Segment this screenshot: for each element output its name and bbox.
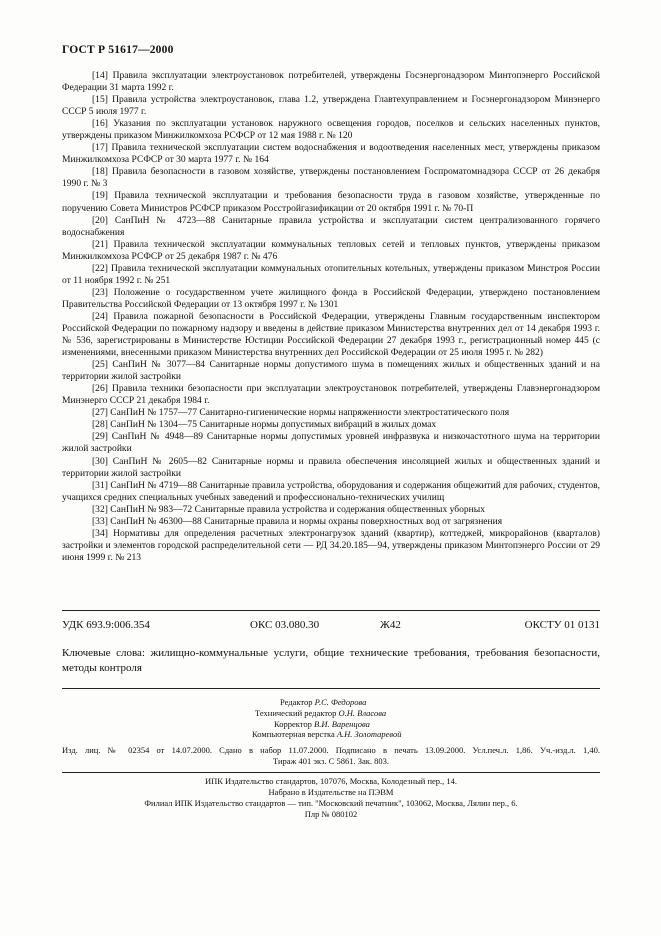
credit-layout [62,729,600,740]
imprint-line: Изд. лиц. № 02354 от 14.07.2000. Сдано в набор 11.07.2000. Подписано в печать 13.09.2000. Усл.печ.л. 1,86. Уч.-изд.л. 1,40. [62,745,600,755]
reference-item: [25] СанПиН № 3077—84 Санитарные нормы допустимого шума в помещениях жилых и общественных зданий и на территории жилой застройки [62,359,600,383]
credit-name: А.Н. Золотаревой [336,729,402,740]
credit-role: Технический редактор [255,707,337,718]
reference-item: [21] Правила технической эксплуатации коммунальных тепловых сетей и тепловых пунктов, утверждены приказом Минжилкомхоза РСФСР от 25 декабря 1987 г. № 476 [62,238,600,262]
reference-item: [14] Правила эксплуатации электроустановок потребителей, утверждены Госэнергонадзором Минтопэнерго Российской Федерации 31 марта 1992 г. [62,70,600,94]
classification-codes [62,619,600,635]
print-imprint [62,745,600,767]
udk-code: УДК 693.9:006.354 [62,619,150,631]
imprint-line: Тираж 401 экз. С 5861. Зак. 803. [272,755,390,766]
reference-item: [16] Указания по эксплуатации установок наружного освещения городов, поселков и сельских населенных пунктов, утверждены приказом Минжилкомхоза РСФСР от 12 мая 1988 г. № 120 [62,118,600,142]
credit-role: Компьютерная верстка [252,729,335,740]
reference-item: [15] Правила устройства электроустановок, глава 1.2, утверждена Главтехуправлением и Госэнергонадзором Минэнерго СССР 5 июля 1977 г. [62,94,600,118]
reference-item: [23] Положение о государственном учете жилищного фонда в Российской Федерации, утверждено постановлением Правительства Российской Федерации от 13 октября 1997 г. № 1301 [62,286,600,310]
keywords [62,646,600,676]
reference-item: [27] СанПиН № 1757—77 Санитарно-гигиенические нормы напряженности электростатического поля [92,407,510,419]
reference-item: [26] Правила техники безопасности при эксплуатации электроустановок потребителей, утверждены Главэнергонадзором Минэнерго СССР 21 декабря 1984 г. [62,383,600,407]
publisher-line: Плр № 080102 [304,809,358,819]
reference-item: [28] СанПиН № 1304—75 Санитарные нормы допустимых вибраций в жилых домах [92,419,437,431]
page-header-standard-number: ГОСТ Р 51617—2000 [62,44,174,56]
reference-item: [30] СанПиН № 2605—82 Санитарные нормы и правила обеспечения инсоляцией жилых и общественных зданий и территории жилой застройки [62,455,600,479]
publisher-line: Филиал ИПК Издательство стандартов — тип. "Московский печатник", 103062, Москва, Лялин пер., 6. [144,798,518,808]
divider-line [62,772,600,773]
credit-role: Корректор [274,718,312,729]
reference-item: [19] Правила технической эксплуатации и требования безопасности труда в газовом хозяйстве, утвержденные по поручению Совета Министров РСФСР приказом Росстройгазификации от 20 октября 1991 г. № 70-П [62,190,600,214]
reference-item: [31] СанПиН № 4719—88 Санитарные правила устройства, оборудования и содержания общежитий для рабочих, студентов, учащихся средних специальных учебных заведений и профессионально-технических училищ [62,479,600,503]
divider-line [62,688,600,689]
oks-code: ОКС 03.080.30 [250,619,320,631]
credit-proofreader [62,719,600,730]
reference-item: [32] СанПиН № 983—72 Санитарные правила устройства и содержания общественных уборных [92,503,485,515]
reference-item: [20] СанПиН № 4723—88 Санитарные правила устройства и эксплуатации систем централизованного горячего водоснабжения [62,214,600,238]
reference-item: [29] СанПиН № 4948—89 Санитарные нормы допустимых уровней инфразвука и низкочастотного шума на территории жилой застройки [62,431,600,455]
credit-technical-editor [62,708,600,719]
group-code: Ж42 [380,619,401,631]
publisher-line: Набрано в Издательстве на ПЭВМ [268,787,394,797]
divider-line [62,610,600,611]
credit-name: Р.С. Федорова [314,697,367,707]
keywords-label: Ключевые слова: [62,647,145,659]
publisher-info [62,776,600,820]
reference-item: [18] Правила безопасности в газовом хозяйстве, утверждены постановлением Госпроматомнадзора СССР от 26 декабря 1990 г. № 3 [62,166,600,190]
reference-item: [22] Правила технической эксплуатации коммунальных отопительных котельных, утверждены приказом Минстроя России от 11 ноября 1992 г. № 251 [62,262,600,286]
credit-name: В.И. Варенцова [314,718,370,729]
reference-item: [17] Правила технической эксплуатации систем водоснабжения и водоотведения населенных мест, утверждены приказом Минжилкомхоза РСФСР от 30 марта 1977 г. № 164 [62,142,600,166]
credit-name: О.Н. Власова [338,707,387,718]
credit-editor [62,697,600,708]
publisher-line: ИПК Издательство стандартов, 107076, Москва, Колодезный пер., 14. [204,776,458,786]
reference-item: [24] Правила пожарной безопасности в Российской Федерации, утверждены Главным государственным инспектором Российской Федерации по пожарному надзору и введены в действие приказом Министерства внутренних дел от 14 декабря 1993 г. № 536, зарегистрированы в Министерстве Юстиции Российской Федерации 27 декабря 1993 г., регистрационный номер 445 (с изменениями, внесенными приказом Министерства внутренних дел Российской Федерации от 25 июля 1995 г. № 282) [62,310,600,359]
keywords-text: жилищно-коммунальные услуги, общие технические требования, требования безопасности, методы контроля [62,647,601,674]
oksty-code: ОКСТУ 01 0131 [524,619,600,631]
references-list [62,70,600,564]
editorial-credits [62,697,600,740]
reference-item: [33] СанПиН № 46300—88 Санитарные правила и нормы охраны поверхностных вод от загрязнения [92,515,503,527]
reference-item: [34] Нормативы для определения расчетных электронагрузок зданий (квартир), коттеджей, микрорайонов (кварталов) застройки и элементов городской распределительной сети — РД 34.20.185—94, утверждены приказом Минтопэнерго России от 29 июня 1999 г. № 213 [62,527,600,563]
credit-role: Редактор [280,697,313,707]
